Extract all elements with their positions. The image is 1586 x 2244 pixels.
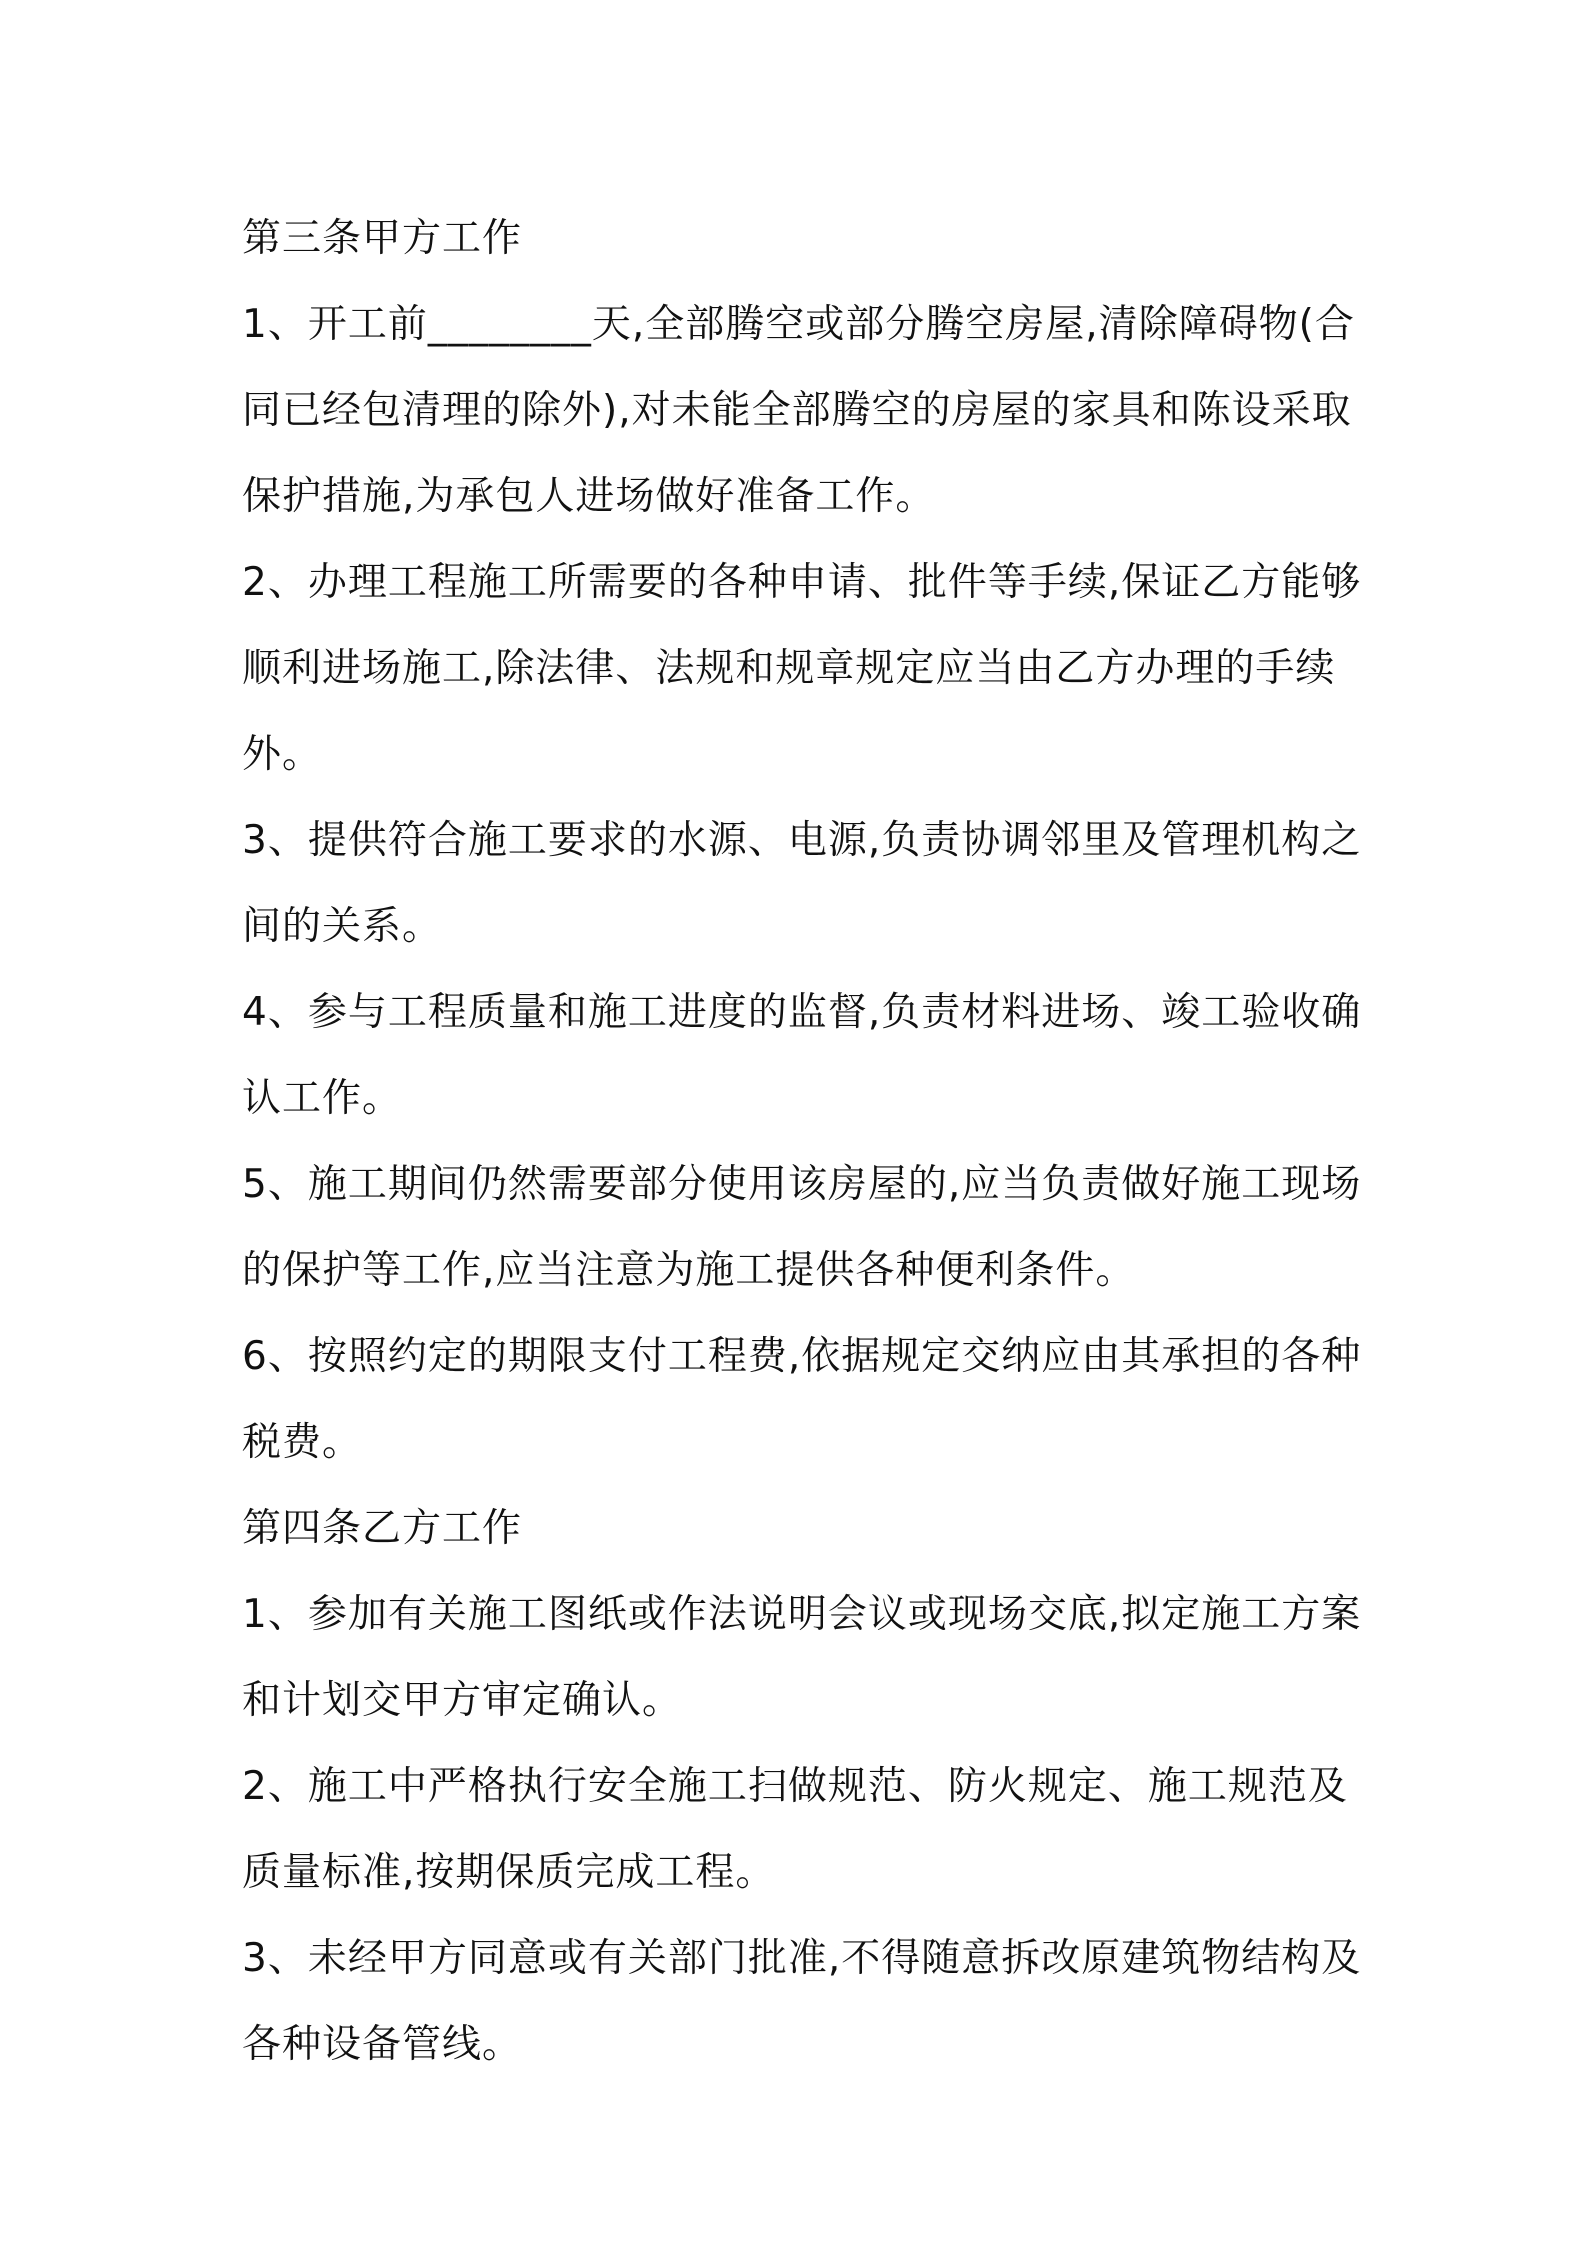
section-4-heading: 第四条乙方工作 bbox=[242, 1506, 523, 1551]
section-3-item-3: 3、提供符合施工要求的水源、电源,负责协调邻里及管理机构之间的关系。 bbox=[242, 818, 1362, 949]
section-3-item-6: 6、按照约定的期限支付工程费,依据规定交纳应由其承担的各种税费。 bbox=[242, 1334, 1362, 1465]
section-3-item-4: 4、参与工程质量和施工进度的监督,负责材料进场、竣工验收确认工作。 bbox=[242, 990, 1362, 1121]
section-3-item-5: 5、施工期间仍然需要部分使用该房屋的,应当负责做好施工现场的保护等工作,应当注意为施工提供各种便利条件。 bbox=[242, 1162, 1362, 1293]
section-3-item-1: 1、开工前________天,全部腾空或部分腾空房屋,清除障碍物(合同已经包清理的除外),对未能全部腾空的房屋的家具和陈设采取保护措施,为承包人进场做好准备工作。 bbox=[242, 302, 1355, 519]
section-4-item-1: 1、参加有关施工图纸或作法说明会议或现场交底,拟定施工方案和计划交甲方审定确认。 bbox=[242, 1592, 1362, 1723]
section-4-item-3: 3、未经甲方同意或有关部门批准,不得随意拆改原建筑物结构及各种设备管线。 bbox=[242, 1936, 1362, 2067]
section-3-item-2: 2、办理工程施工所需要的各种申请、批件等手续,保证乙方能够顺利进场施工,除法律、法规和规章规定应当由乙方办理的手续外。 bbox=[242, 560, 1362, 777]
document-body bbox=[242, 196, 1362, 2088]
section-3-heading: 第三条甲方工作 bbox=[242, 216, 523, 261]
section-4-item-2: 2、施工中严格执行安全施工扫做规范、防火规定、施工规范及质量标准,按期保质完成工程。 bbox=[242, 1764, 1348, 1895]
